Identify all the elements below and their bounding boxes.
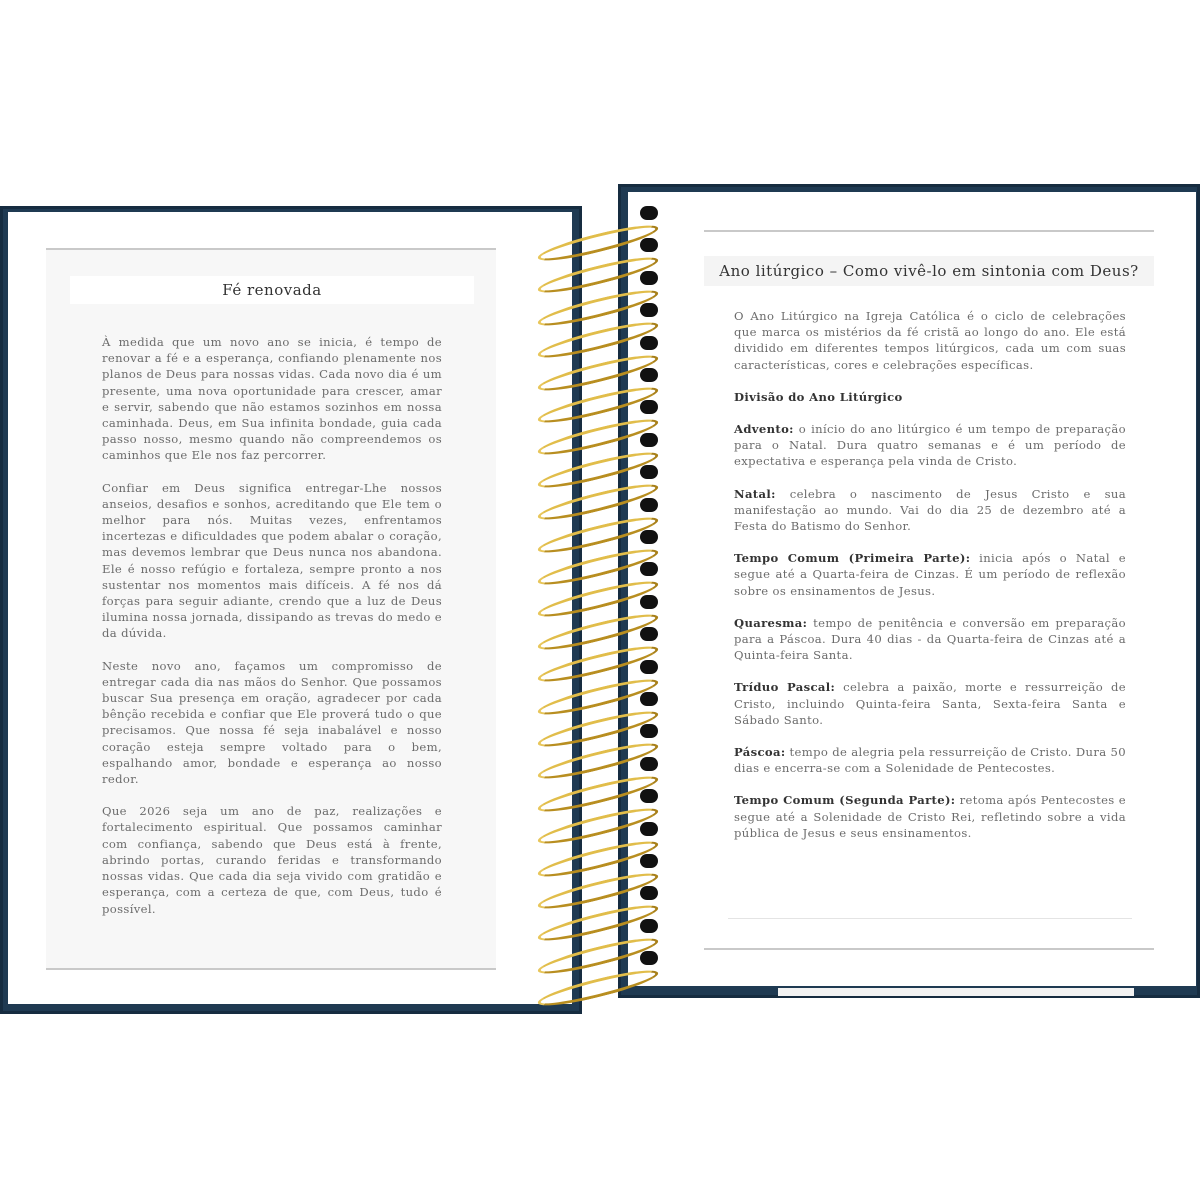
- binding-hole: [640, 400, 658, 414]
- right-page-top-rule: [704, 230, 1154, 232]
- right-page-faint-rule: [728, 918, 1132, 919]
- right-subheading: Divisão do Ano Litúrgico: [734, 389, 903, 404]
- left-page-body: [102, 334, 442, 933]
- page-edge-strip: [778, 988, 1134, 996]
- binding-hole: [640, 660, 658, 674]
- section-term: Advento:: [734, 422, 794, 437]
- binding-hole: [640, 595, 658, 609]
- left-paragraph: Confiar em Deus significa entregar-Lhe nossos anseios, desafios e sonhos, acreditando que Ele tem o melhor para nós. Muitas vezes, enfrentamos incertezas e dificuldades que podem abalar o coração, mas devemos lembrar que Deus nunca nos abandona. Ele é nosso refúgio e fortaleza, sempre pronto a nos sustentar nos momentos mais difíceis. A fé nos dá forças para seguir adiante, crendo que a luz de Deus ilumina nossa jornada, dissipando as trevas do medo e da dúvida.: [102, 480, 442, 641]
- binding-hole: [640, 886, 658, 900]
- section-quaresma: [734, 615, 1126, 664]
- binding-hole: [640, 206, 658, 220]
- left-paragraph: Neste novo ano, façamos um compromisso de entregar cada dia nas mãos do Senhor. Que possamos buscar Sua presença em oração, agradecer por cada bênção recebida e confiar que Ele proverá tudo o que precisamos. Que nossa fé seja inabalável e nosso coração esteja sempre voltado para o bem, espalhando amor, bondade e esperança ao nosso redor.: [102, 658, 442, 787]
- binding-hole: [640, 822, 658, 836]
- section-term: Páscoa:: [734, 745, 786, 760]
- binding-hole: [640, 368, 658, 382]
- binding-hole: [640, 498, 658, 512]
- binding-hole: [640, 951, 658, 965]
- left-paragraph: À medida que um novo ano se inicia, é tempo de renovar a fé e a esperança, confiando plenamente nos planos de Deus para nossas vidas. Cada novo dia é um presente, uma nova oportunidade para crescer, amar e servir, sabendo que não estamos sozinhos em nossa caminhada. Deus, em Sua infinita bondade, guia cada passo nosso, mesmo quando não compreendemos os caminhos que Ele nos faz percorrer.: [102, 335, 442, 463]
- binding-hole: [640, 465, 658, 479]
- right-page-body: [734, 308, 1126, 857]
- binding-hole: [640, 724, 658, 738]
- binding-hole: [640, 303, 658, 317]
- section-term: Tempo Comum (Primeira Parte):: [734, 551, 971, 566]
- spiral-binding: [536, 200, 666, 990]
- section-text: tempo de penitência e conversão em preparação para a Páscoa. Dura 40 dias - da Quarta-feira de Cinzas até a Quinta-feira Santa.: [734, 615, 1126, 663]
- section-term: Tempo Comum (Segunda Parte):: [734, 793, 956, 808]
- section-text: retoma após Pentecostes e segue até a Solenidade de Cristo Rei, refletindo sobre a vida pública de Jesus e seus ensinamentos.: [734, 793, 1126, 840]
- binding-hole: [640, 789, 658, 803]
- right-intro: O Ano Litúrgico na Igreja Católica é o ciclo de celebrações que marca os mistérios da fé cristã ao longo do ano. Ele está dividido em diferentes tempos litúrgicos, cada um com suas características, cores e celebrações específicas.: [734, 309, 1126, 372]
- binding-hole: [640, 854, 658, 868]
- left-page-title: Fé renovada: [70, 276, 474, 304]
- binding-hole: [640, 336, 658, 350]
- binding-hole: [640, 530, 658, 544]
- section-text: o início do ano litúrgico é um tempo de preparação para o Natal. Dura quatro semanas e é um período de expectativa e esperança pela vinda de Cristo.: [734, 422, 1126, 469]
- section-text: inicia após o Natal e segue até a Quarta-feira de Cinzas. É um período de reflexão sobre os ensinamentos de Jesus.: [734, 551, 1126, 598]
- binding-hole: [640, 757, 658, 771]
- section-tempo-comum-2: [734, 792, 1126, 841]
- binding-hole: [640, 627, 658, 641]
- right-page-bottom-rule: [704, 948, 1154, 950]
- section-text: celebra a paixão, morte e ressurreição de Cristo, incluindo Quinta-feira Santa, Sexta-feira Santa e Sábado Santo.: [734, 680, 1127, 727]
- section-pascoa: [734, 744, 1126, 776]
- binding-hole: [640, 238, 658, 252]
- binding-hole: [640, 919, 658, 933]
- left-paragraph: Que 2026 seja um ano de paz, realizações e fortalecimento espiritual. Que possamos caminhar com confiança, sabendo que Deus está à frente, abrindo portas, curando feridas e transformando nossas vidas. Que cada dia seja vivido com gratidão e esperança, com a certeza de que, com Deus, tudo é possível.: [102, 804, 442, 916]
- section-advento: [734, 421, 1126, 470]
- section-triduo: [734, 679, 1126, 728]
- binding-hole: [640, 271, 658, 285]
- section-term: Natal:: [734, 486, 776, 501]
- section-term: Quaresma:: [734, 615, 808, 630]
- binding-hole: [640, 433, 658, 447]
- binding-hole: [640, 692, 658, 706]
- section-text: celebra o nascimento de Jesus Cristo e sua manifestação ao mundo. Vai do dia 25 de dezembro até a Festa do Batismo do Senhor.: [734, 486, 1126, 534]
- right-page-title: Ano litúrgico – Como vivê-lo em sintonia com Deus?: [704, 256, 1154, 286]
- section-text: tempo de alegria pela ressurreição de Cristo. Dura 50 dias e encerra-se com a Solenidade de Pentecostes.: [734, 745, 1126, 776]
- section-tempo-comum-1: [734, 550, 1126, 599]
- section-natal: [734, 486, 1126, 535]
- binding-hole: [640, 562, 658, 576]
- section-term: Tríduo Pascal:: [734, 680, 836, 695]
